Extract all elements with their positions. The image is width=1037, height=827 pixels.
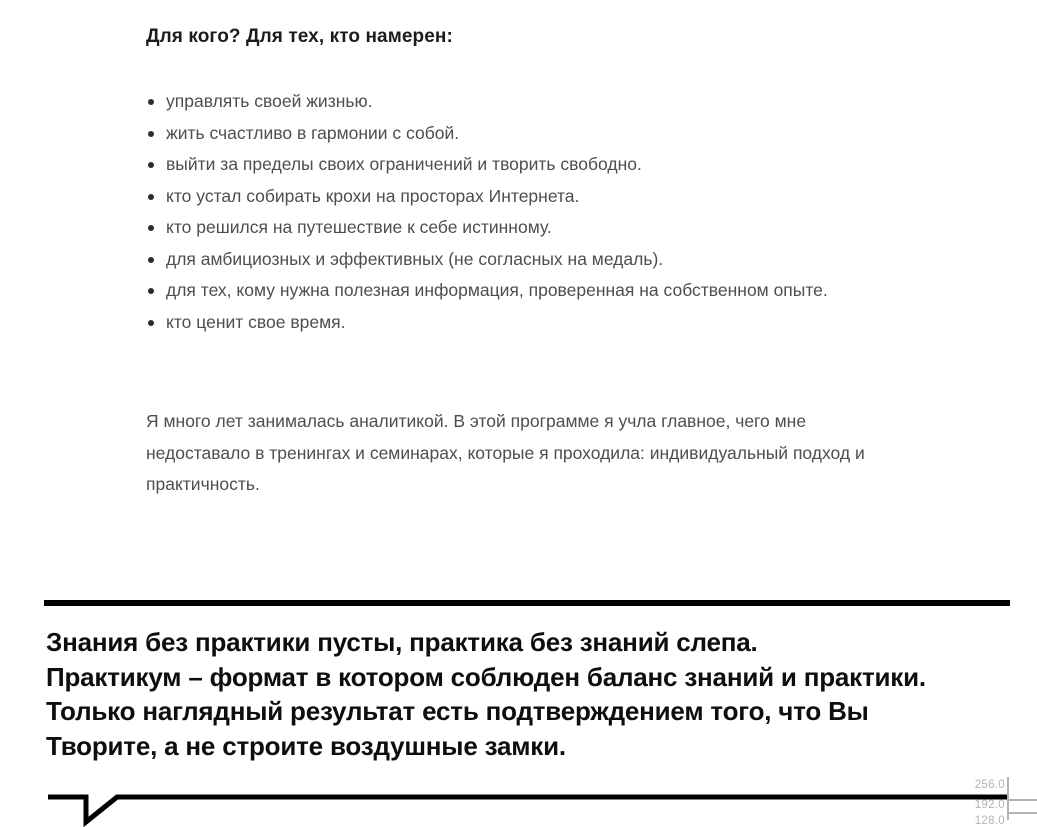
list-item: кто ценит свое время. — [146, 307, 836, 339]
speech-bubble-border — [44, 788, 1014, 820]
ruler-tick — [1009, 799, 1037, 801]
ruler-label: 128.0 — [974, 815, 1005, 827]
section-divider — [44, 600, 1010, 606]
quote-line: Творите, а не строите воздушные замки. — [46, 730, 566, 761]
list-item: жить счастливо в гармонии с собой. — [146, 118, 836, 150]
ruler-tick — [1009, 812, 1037, 814]
list-item: для тех, кому нужна полезная информация, проверенная на собственном опыте. — [146, 275, 836, 307]
audience-list — [146, 86, 836, 338]
section-heading: Для кого? Для тех, кто намерен: — [146, 26, 453, 47]
quote-line: Практикум – формат в котором соблюден баланс знаний и практики. — [46, 661, 926, 692]
list-item: управлять своей жизнью. — [146, 86, 836, 118]
quote-line: Знания без практики пусты, практика без знаний слепа. — [46, 627, 758, 657]
quote-line: Только наглядный результат есть подтверждением того, что Вы — [46, 696, 869, 726]
list-item: выйти за пределы своих ограничений и творить свободно. — [146, 149, 836, 181]
intro-paragraph: Я много лет занималась аналитикой. В этой программе я учла главное, чего мне недоставало в тренингах и семинарах, которые я проходила: индивидуальный подход и практичность. — [146, 411, 865, 494]
list-item: кто решился на путешествие к себе истинному. — [146, 212, 836, 244]
quote-block — [46, 625, 1026, 763]
list-item: кто устал собирать крохи на просторах Интернета. — [146, 181, 836, 213]
ruler-label: 256.0 — [974, 779, 1005, 791]
ruler-label: 192.0 — [974, 799, 1005, 811]
list-item: для амбициозных и эффективных (не согласных на медаль). — [146, 244, 836, 276]
